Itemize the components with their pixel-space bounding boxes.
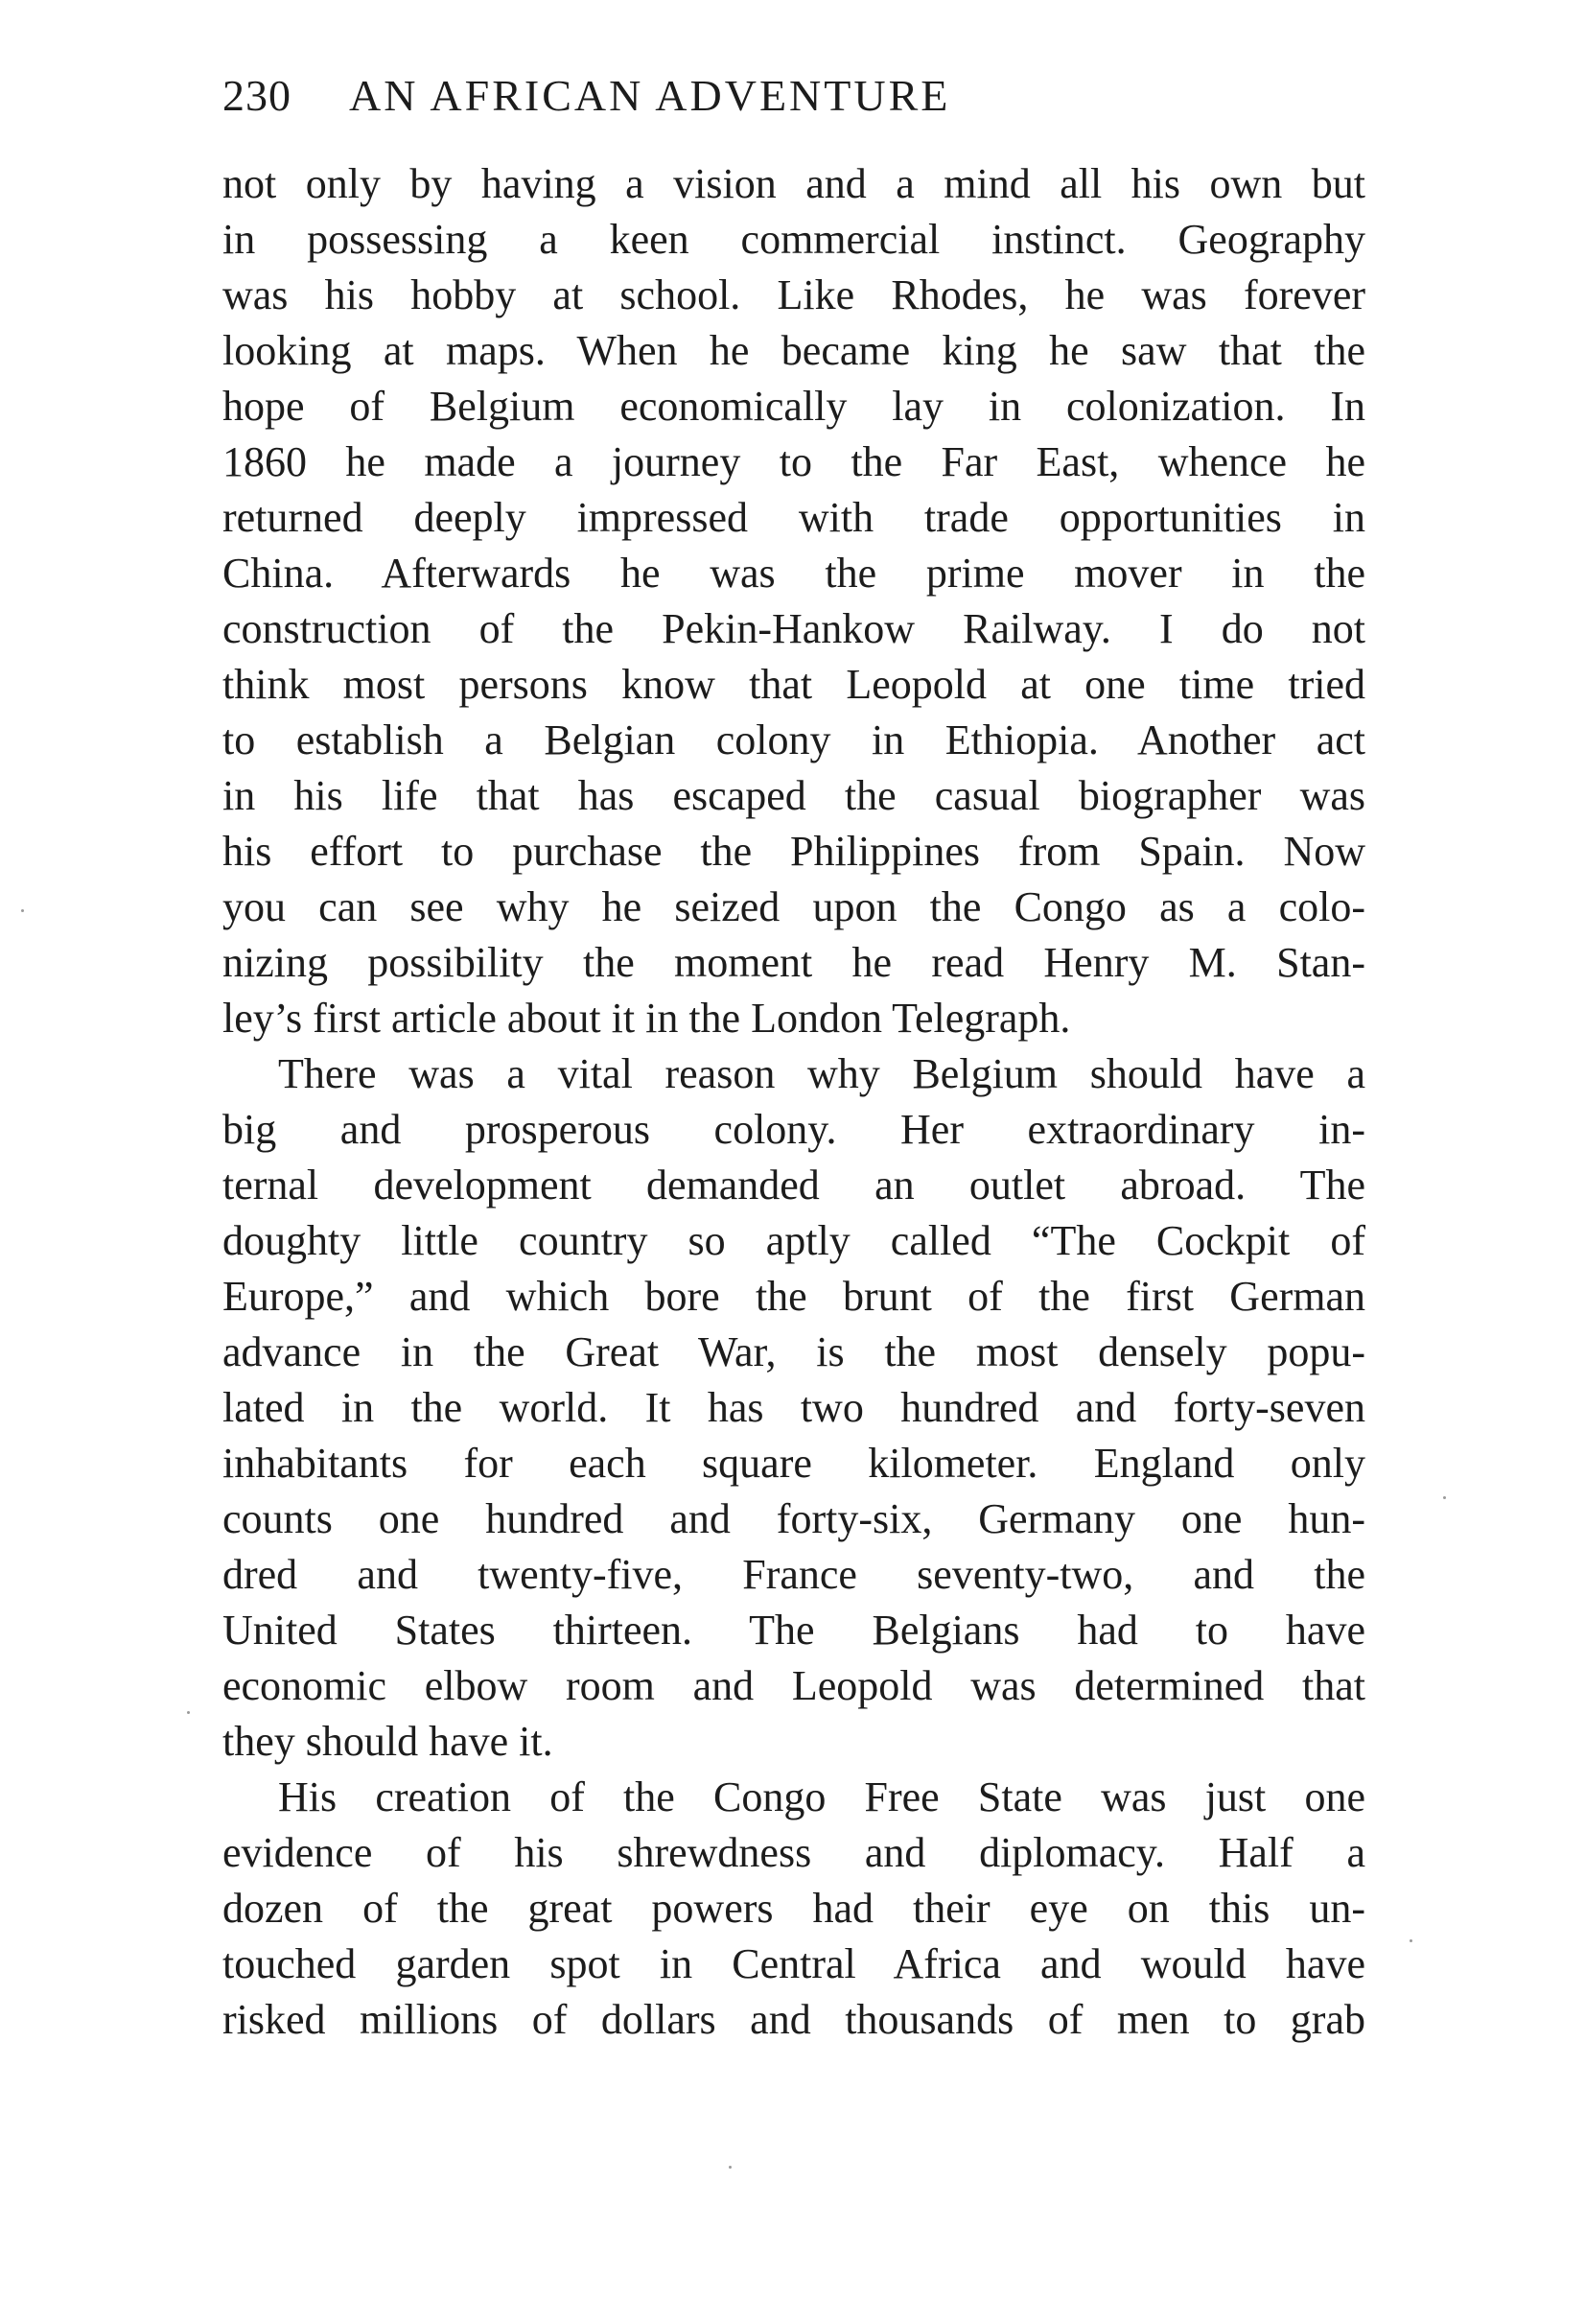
- text-line: United States thirteen. The Belgians had to have: [222, 1607, 1365, 1654]
- text-line: touched garden spot in Central Africa and would have: [222, 1940, 1365, 1987]
- text-line: nizing possibility the moment he read Henry M. Stan-: [222, 939, 1365, 986]
- page-number: 230: [222, 71, 291, 120]
- text-line: dred and twenty-five, France seventy-two, and the: [222, 1551, 1365, 1598]
- text-line: lated in the world. It has two hundred and forty-seven: [222, 1384, 1365, 1431]
- text-line: hope of Belgium economically lay in colonization. In: [222, 383, 1365, 430]
- text-line: not only by having a vision and a mind all his own but: [222, 160, 1365, 207]
- paper-speck: [1443, 1496, 1446, 1499]
- text-line: economic elbow room and Leopold was determined that: [222, 1662, 1365, 1709]
- body-text: [222, 156, 1365, 2048]
- paragraph: [222, 1770, 1365, 2048]
- paper-speck: [187, 1711, 190, 1714]
- paper-speck: [1410, 1939, 1412, 1942]
- text-line: was his hobby at school. Like Rhodes, he was forever: [222, 271, 1365, 318]
- text-line: inhabitants for each square kilometer. England only: [222, 1440, 1365, 1487]
- text-line: His creation of the Congo Free State was just one: [278, 1773, 1365, 1820]
- text-line: There was a vital reason why Belgium should have a: [278, 1050, 1365, 1097]
- text-line: doughty little country so aptly called “The Cockpit of: [222, 1217, 1365, 1264]
- running-title: AN AFRICAN ADVENTURE: [349, 71, 951, 120]
- paragraph: [222, 1046, 1365, 1770]
- text-line: construction of the Pekin-Hankow Railway. I do not: [222, 605, 1365, 652]
- text-line: returned deeply impressed with trade opportunities in: [222, 494, 1365, 541]
- text-line: you can see why he seized upon the Congo as a colo-: [222, 883, 1365, 930]
- text-line: Europe,” and which bore the brunt of the first German: [222, 1273, 1365, 1320]
- paper-speck: [729, 2166, 732, 2169]
- text-line: big and prosperous colony. Her extraordinary in-: [222, 1106, 1365, 1153]
- text-line: in possessing a keen commercial instinct. Geography: [222, 216, 1365, 263]
- paper-speck: [21, 909, 24, 912]
- text-line: dozen of the great powers had their eye on this un-: [222, 1885, 1365, 1932]
- text-line: think most persons know that Leopold at one time tried: [222, 661, 1365, 708]
- text-line: ley’s first article about it in the London Telegraph.: [222, 995, 1071, 1042]
- text-line: risked millions of dollars and thousands of men to grab: [222, 1996, 1365, 2043]
- text-line: they should have it.: [222, 1718, 553, 1765]
- text-line: his effort to purchase the Philippines from Spain. Now: [222, 828, 1365, 875]
- running-head: [222, 67, 1181, 125]
- paragraph: [222, 156, 1365, 1046]
- text-line: 1860 he made a journey to the Far East, whence he: [222, 438, 1365, 485]
- text-line: counts one hundred and forty-six, Germany one hun-: [222, 1495, 1365, 1542]
- text-line: ternal development demanded an outlet abroad. The: [222, 1162, 1365, 1209]
- text-line: looking at maps. When he became king he saw that the: [222, 327, 1365, 374]
- text-line: evidence of his shrewdness and diplomacy. Half a: [222, 1829, 1365, 1876]
- text-line: advance in the Great War, is the most densely popu-: [222, 1328, 1365, 1375]
- text-line: China. Afterwards he was the prime mover in the: [222, 550, 1365, 597]
- text-line: to establish a Belgian colony in Ethiopia. Another act: [222, 716, 1365, 763]
- text-line: in his life that has escaped the casual biographer was: [222, 772, 1365, 819]
